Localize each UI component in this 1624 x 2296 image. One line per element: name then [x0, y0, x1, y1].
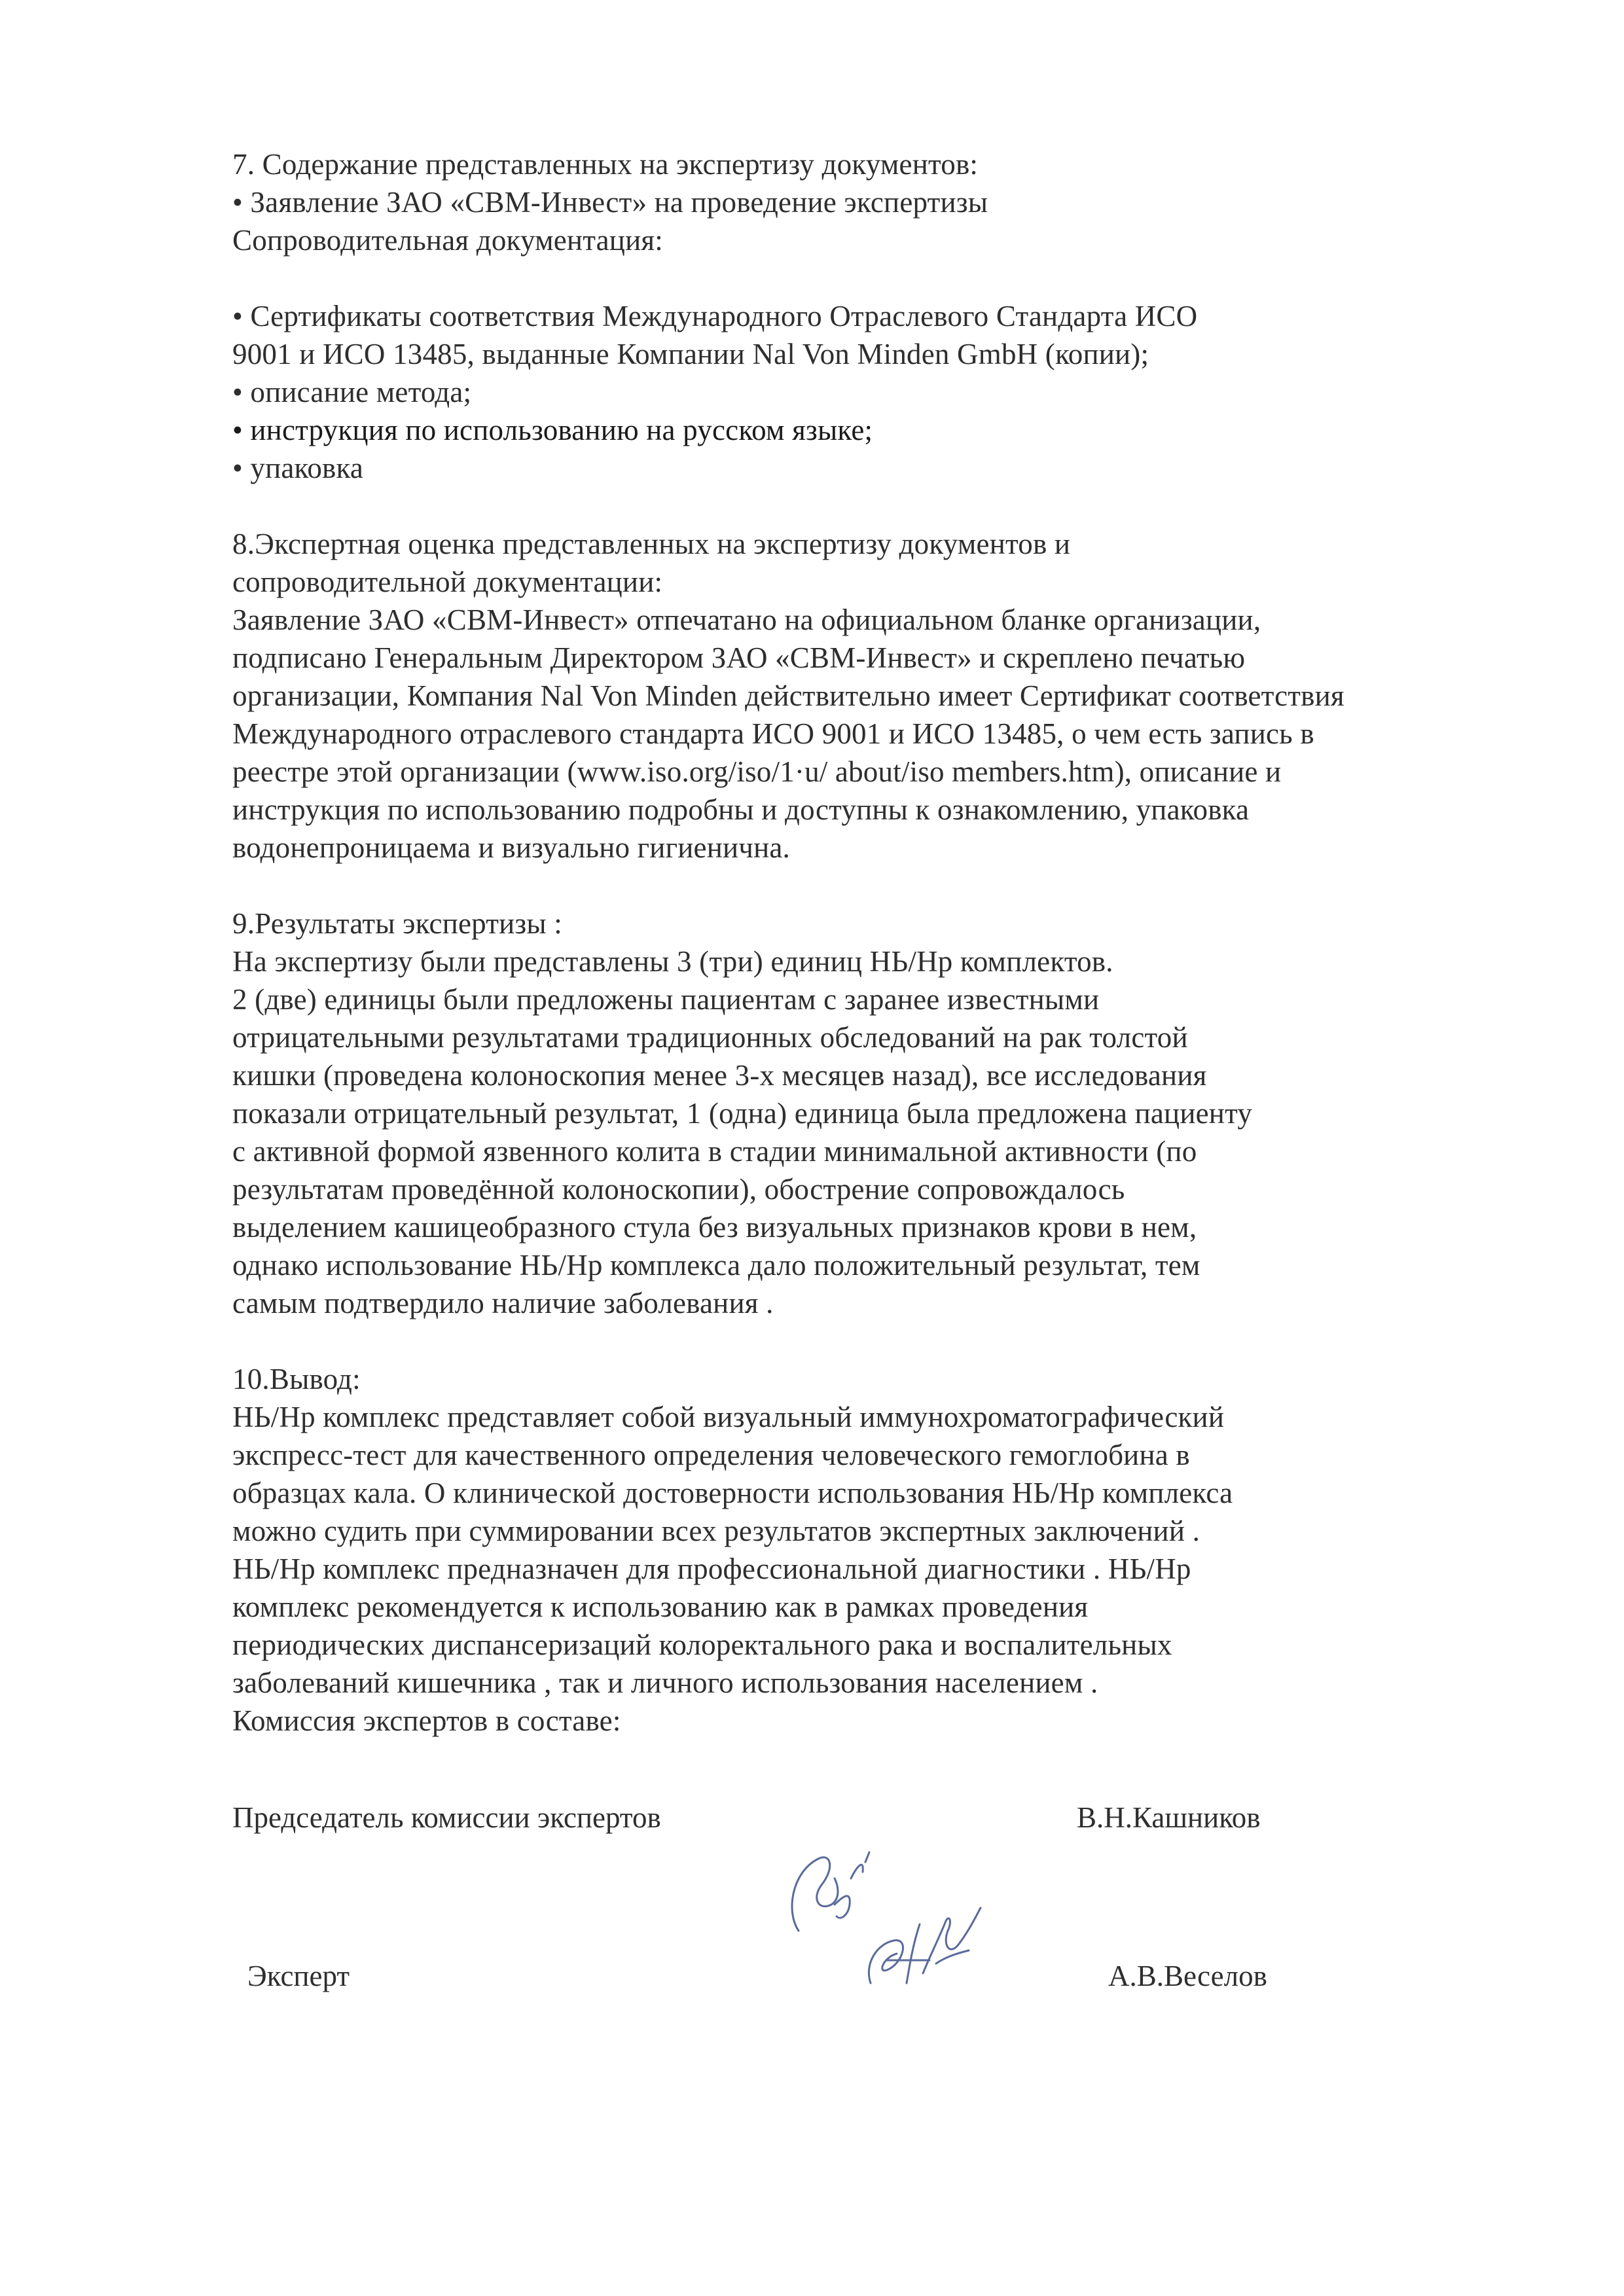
section-8-body-line: организации, Компания Nal Von Minden действительно имеет Сертификат соответствия: [232, 679, 1344, 712]
blank-line: [232, 867, 1496, 905]
section-9-body-line: самым подтвердило наличие заболевания .: [232, 1287, 774, 1319]
section-7-application-bullet: • Заявление ЗАО «СВМ-Инвест» на проведение экспертизы: [232, 186, 988, 219]
section-10-body-line: заболеваний кишечника , так и личного использования населением .: [232, 1666, 1098, 1699]
section-10-body-line: экспресс-тест для качественного определения человеческого гемоглобина в: [232, 1439, 1190, 1471]
handwritten-signature: [772, 1833, 1008, 2003]
section-9: [232, 905, 1496, 1322]
section-7-bullet-line: 9001 и ИСО 13485, выданные Компании Nal Von Minden GmbH (копии);: [232, 338, 1149, 370]
section-10-body-line: Комиссия экспертов в составе:: [232, 1704, 621, 1737]
section-10-body-line: НЬ/Нр комплекс представляет собой визуальный иммунохроматографический: [232, 1401, 1225, 1433]
section-9-body-line: однако использование НЬ/Нр комплекса дало положительный результат, тем: [232, 1249, 1200, 1282]
blank-line: [232, 487, 1496, 525]
section-10-body-line: периодических диспансеризаций колоректального рака и воспалительных: [232, 1628, 1172, 1661]
section-10-body-line: НЬ/Нр комплекс предназначен для профессиональной диагностики . НЬ/Нр: [232, 1552, 1191, 1585]
section-7-heading: 7. Содержание представленных на экспертизу документов:: [232, 148, 979, 181]
section-9-body-line: показали отрицательный результат, 1 (одна) единица была предложена пациенту: [232, 1097, 1253, 1130]
section-7-bullet-line: • упаковка: [232, 452, 364, 484]
section-9-body-line: кишки (проведена колоноскопия менее 3-х месяцев назад), все исследования: [232, 1059, 1207, 1092]
section-10-body-line: можно судить при суммировании всех результатов экспертных заключений .: [232, 1515, 1200, 1547]
section-8: [232, 525, 1496, 867]
expert-name: А.В.Веселов: [1108, 1960, 1267, 1992]
section-10-body-line: образцах кала. О клинической достоверности использования НЬ/Нр комплекса: [232, 1477, 1233, 1509]
section-7-bullet-line: • Сертификаты соответствия Международного Отраслевого Стандарта ИСО: [232, 300, 1198, 332]
chair-label: Председатель комиссии экспертов: [232, 1801, 661, 1834]
section-8-body-line: водонепроницаема и визуально гигиенична.: [232, 831, 790, 864]
section-10-heading: 10.Вывод:: [232, 1363, 361, 1395]
section-8-heading-line: сопроводительной документации:: [232, 565, 663, 598]
section-9-body-line: На экспертизу были представлены 3 (три) единиц НЬ/Нр комплектов.: [232, 945, 1113, 978]
section-9-heading: 9.Результаты экспертизы :: [232, 907, 562, 940]
section-7-bullet-line: • описание метода;: [232, 376, 472, 408]
section-8-body-line: Международного отраслевого стандарта ИСО 9001 и ИСО 13485, о чем есть запись в: [232, 717, 1314, 750]
section-7: [232, 145, 1496, 487]
section-8-body-line: подписано Генеральным Директором ЗАО «СВМ-Инвест» и скреплено печатью: [232, 641, 1246, 674]
section-7-bullet-line: • инструкция по использованию на русском языке;: [232, 414, 873, 446]
section-7-accompanying-label: Сопроводительная документация:: [232, 224, 663, 257]
section-8-body-line: инструкция по использованию подробны и доступны к ознакомлению, упаковка: [232, 793, 1250, 826]
section-9-body-line: с активной формой язвенного колита в стадии минимальной активности (по: [232, 1135, 1197, 1168]
section-9-body-line: 2 (две) единицы были предложены пациентам с заранее известными: [232, 983, 1100, 1016]
section-9-body-line: результатам проведённой колоноскопии), обострение сопровождалось: [232, 1173, 1125, 1206]
section-9-body-line: выделением кашицеобразного стула без визуальных признаков крови в нем,: [232, 1211, 1197, 1244]
section-9-body-line: отрицательными результатами традиционных обследований на рак толстой: [232, 1021, 1188, 1054]
document-body: [232, 145, 1496, 1740]
section-10: [232, 1360, 1496, 1740]
section-8-body-line: реестре этой организации (www.iso.org/iso/1·u/ about/iso members.htm), описание и: [232, 755, 1282, 788]
section-8-heading-line: 8.Экспертная оценка представленных на экспертизу документов и: [232, 528, 1071, 560]
section-10-body-line: комплекс рекомендуется к использованию как в рамках проведения: [232, 1590, 1089, 1623]
chair-name: В.Н.Кашников: [1077, 1801, 1261, 1834]
blank-line: [232, 259, 1496, 297]
section-8-body-line: Заявление ЗАО «СВМ-Инвест» отпечатано на официальном бланке организации,: [232, 603, 1261, 636]
blank-line: [232, 1322, 1496, 1360]
expert-label: Эксперт: [247, 1960, 350, 1992]
